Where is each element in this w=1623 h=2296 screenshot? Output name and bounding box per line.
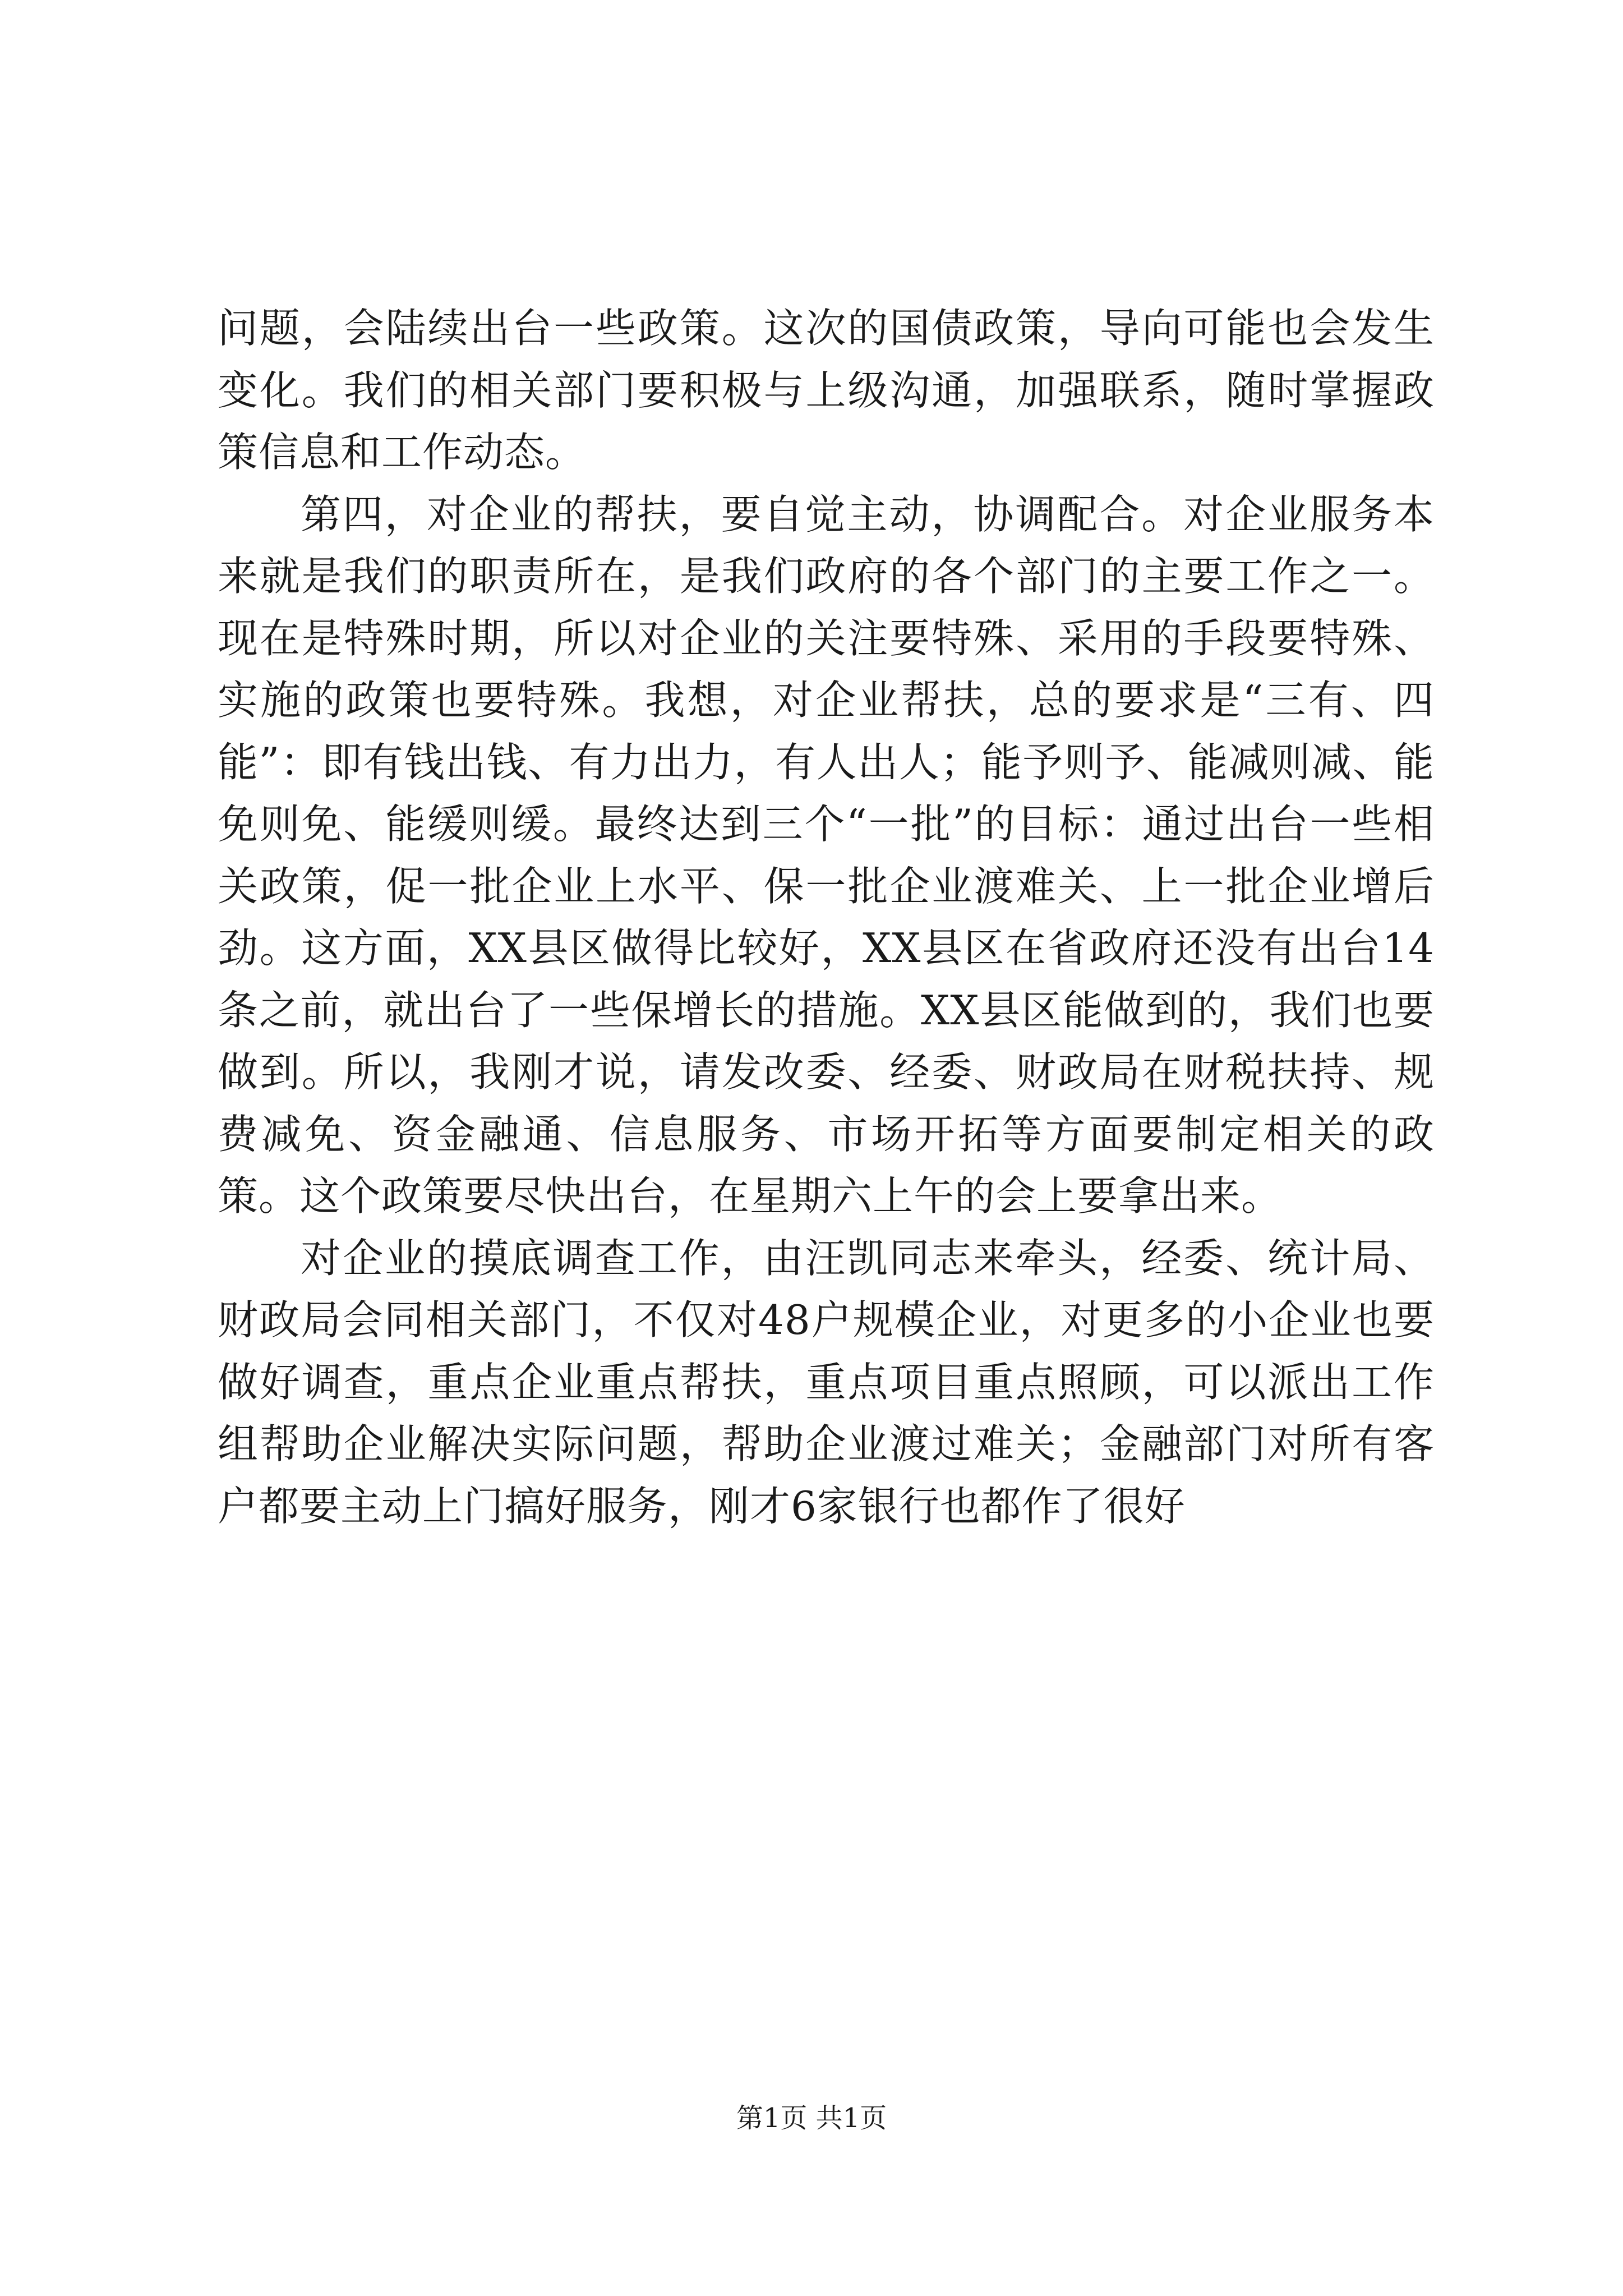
paragraph-enterprise-support: 第四，对企业的帮扶，要自觉主动，协调配合。对企业服务本来就是我们的职责所在，是我们政府的各个部门的主要工作之一。现在是特殊时期，所以对企业的关注要特殊、采用的手段要特殊、实施的政策也要特殊。我想，对企业帮扶，总的要求是“三有、四能”：即有钱出钱、有力出力，有人出人；能予则予、能减则减、能免则免、能缓则缓。最终达到三个“一批”的目标：通过出台一些相关政策，促一批企业上水平、保一批企业渡难关、上一批企业增后劲。这方面，XX县区做得比较好，XX县区在省政府还没有出台14条之前，就出台了一些保增长的措施。XX县区能做到的，我们也要做到。所以，我刚才说，请发改委、经委、财政局在财税扶持、规费减免、资金融通、信息服务、市场开拓等方面要制定相关的政策。这个政策要尽快出台，在星期六上午的会上要拿出来。	[218, 490, 1435, 1220]
page-footer: 第1页 共1页	[736, 2102, 887, 2134]
paragraph-enterprise-survey: 对企业的摸底调查工作，由汪凯同志来牵头，经委、统计局、财政局会同相关部门，不仅对48户规模企业，对更多的小企业也要做好调查，重点企业重点帮扶，重点项目重点照顾，可以派出工作组帮助企业解决实际问题，帮助企业渡过难关；金融部门对所有客户都要主动上门搞好服务，刚才6家银行也都作了很好	[218, 1234, 1435, 1530]
document-body	[218, 297, 1435, 1537]
paragraph-continuation: 问题，会陆续出台一些政策。这次的国债政策，导向可能也会发生变化。我们的相关部门要积极与上级沟通，加强联系，随时掌握政策信息和工作动态。	[218, 305, 1435, 476]
